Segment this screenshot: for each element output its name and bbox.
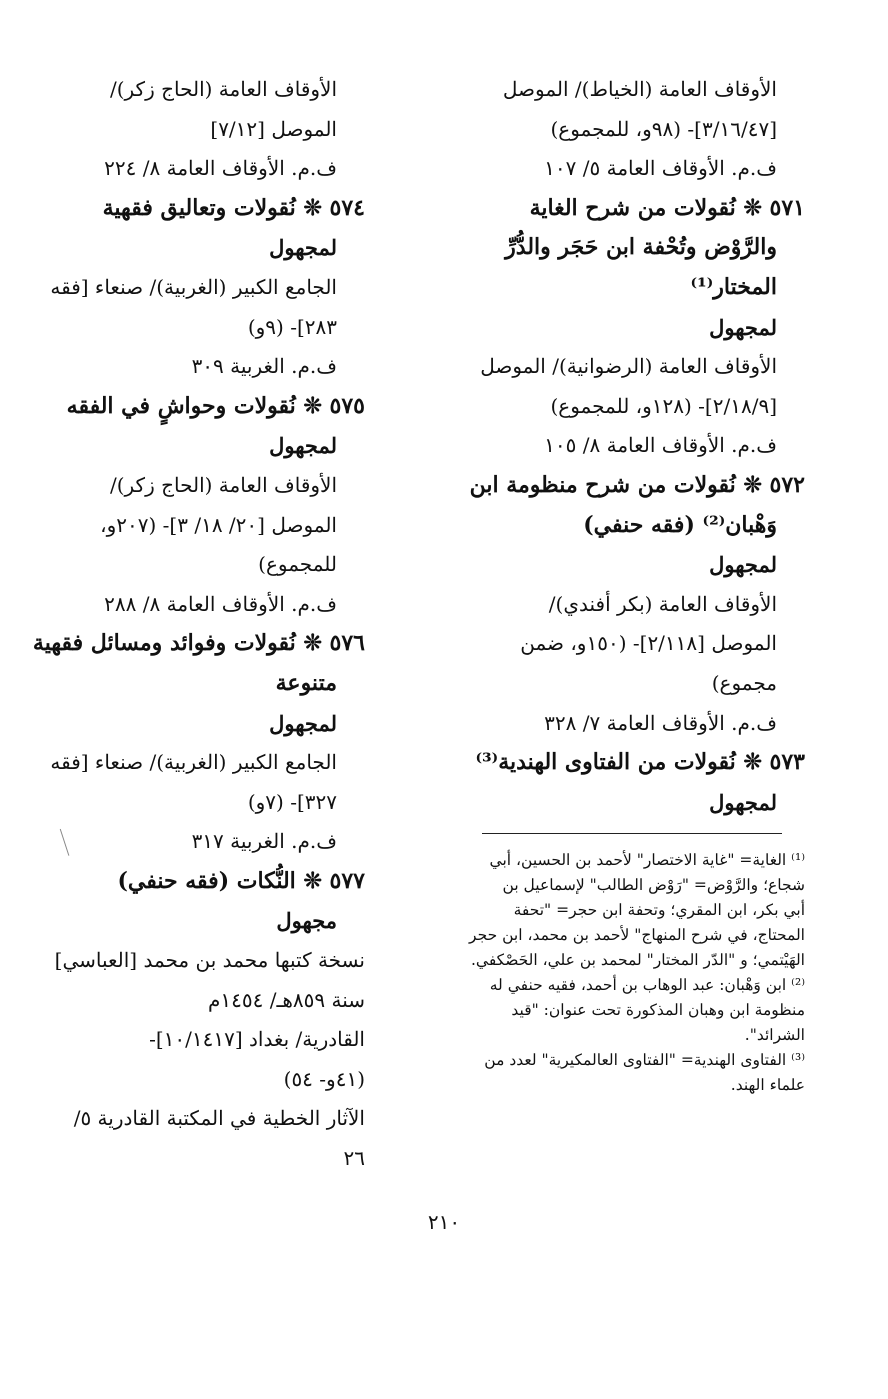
entry-title: ٥٧٣ ❊ نُقولات من الفتاوى الهندية⁽³⁾ xyxy=(475,749,805,776)
entry-author: لمجهول xyxy=(709,552,777,578)
entry-title: ٥٧٧ ❊ النُّكات (فقه حنفي) xyxy=(117,867,365,894)
footnote-line: المحتاج، في شرح المنهاج" لأحمد بن محمد، ابن حجر xyxy=(469,926,805,944)
entry-line: الأوقاف العامة (الخياط)/ الموصل xyxy=(502,77,777,101)
entry-line: الجامع الكبير (الغربية)/ صنعاء [فقه xyxy=(50,274,337,299)
entry-line: ٣٢٧]- (٧و) xyxy=(247,789,337,814)
footnotes xyxy=(469,848,805,1098)
right-column xyxy=(425,70,805,822)
entry-line: ف.م. الأوقاف العامة ٥/ ١٠٧ xyxy=(544,156,777,181)
footnote-line: الهَيْتمي؛ و "الدّر المختار" لمحمد بن علي، الحَصْكفي. xyxy=(470,951,805,969)
entry-author: لمجهول xyxy=(269,710,337,736)
entry-title: ٥٧٦ ❊ نُقولات وفوائد ومسائل فقهية xyxy=(32,630,365,657)
entry-line: ف.م. الغربية ٣٠٩ xyxy=(191,354,337,379)
entry-line: الموصل [٧/١٢] xyxy=(210,116,337,141)
footnote-line: شجاع؛ والرَّوْض= "رَوْض الطالب" لإسماعيل بن xyxy=(502,876,805,894)
entry-line: نسخة كتبها محمد بن محمد [العباسي] xyxy=(54,948,365,973)
entry-title: ٥٧٥ ❊ نُقولات وحواشٍ في الفقه xyxy=(66,392,365,419)
entry-line: ف.م. الأوقاف العامة ٨/ ٢٨٨ xyxy=(104,591,337,616)
footnote-separator xyxy=(482,833,782,834)
entry-author: لمجهول xyxy=(709,314,777,340)
entry-line: الأوقاف العامة (الحاج زكر)/ xyxy=(109,77,337,101)
entry-line: [٢/١٨/٩]- (١٢٨و، للمجموع) xyxy=(550,393,777,418)
entry-title: والرَّوْض وتُحْفة ابن حَجَر والدُّرِّ xyxy=(505,234,777,261)
footnote-line: أبي بكر، ابن المقري؛ وتحفة ابن حجر= "تحفة xyxy=(513,901,805,919)
entry-line: ف.م. الأوقاف العامة ٧/ ٣٢٨ xyxy=(544,710,777,735)
entry-author: مجهول xyxy=(276,908,337,934)
entry-line: [٣/١٦/٤٧]- (٩٨و، للمجموع) xyxy=(550,116,777,141)
entry-line: الجامع الكبير (الغربية)/ صنعاء [فقه xyxy=(50,750,337,775)
entry-line: الأوقاف العامة (بكر أفندي)/ xyxy=(548,591,777,616)
entry-line: الآثار الخطية في المكتبة القادرية ٥/ xyxy=(73,1106,365,1131)
entry-line: (٤١و- ٥٤) xyxy=(283,1066,365,1091)
entry-title: متنوعة xyxy=(275,669,337,696)
entry-line: سنة ٨٥٩هـ/ ١٤٥٤م xyxy=(208,987,365,1012)
page-number: ٢١٠ xyxy=(427,1210,461,1234)
entry-line: ف.م. الأوقاف العامة ٨/ ١٠٥ xyxy=(544,433,777,458)
entry-line: ٢٨٣]- (٩و) xyxy=(247,314,337,339)
entry-line: الموصل [٢/١١٨]- (١٥٠و، ضمن xyxy=(520,631,777,656)
entry-line: الموصل [٢٠/ ١٨/ ٣]- (٢٠٧و، xyxy=(100,512,337,537)
footnote-line: الشرائد". xyxy=(744,1026,805,1044)
entry-title: ٥٧٤ ❊ نُقولات وتعاليق فقهية xyxy=(102,194,365,221)
footnote-line: ⁽³⁾ الفتاوى الهندية= "الفتاوى العالمكيرية" لعدد من xyxy=(484,1051,805,1069)
footnote-line: ⁽²⁾ ابن وَهْبان: عبد الوهاب بن أحمد، فقيه حنفي له xyxy=(489,976,805,994)
entry-title: المختار⁽¹⁾ xyxy=(690,273,777,300)
entry-title: ٥٧١ ❊ نُقولات من شرح الغاية xyxy=(529,194,805,221)
entry-author: لمجهول xyxy=(709,789,777,815)
entry-line: القادرية/ بغداد [١٠/١٤١٧]- xyxy=(149,1027,365,1052)
left-column xyxy=(0,70,365,1179)
entry-title: ٥٧٢ ❊ نُقولات من شرح منظومة ابن xyxy=(469,471,805,498)
entry-line: الأوقاف العامة (الحاج زكر)/ xyxy=(109,472,337,497)
footnote-line: علماء الهند. xyxy=(730,1076,805,1094)
entry-line: ف.م. الغربية ٣١٧ xyxy=(191,829,337,854)
entry-author: لمجهول xyxy=(269,433,337,459)
entry-line: للمجموع) xyxy=(258,552,337,577)
entry-line: ف.م. الأوقاف العامة ٨/ ٢٢٤ xyxy=(104,156,337,181)
entry-line: ٢٦ xyxy=(343,1146,365,1171)
footnote-line: ⁽¹⁾ الغاية= "غاية الاختصار" لأحمد بن الحسين، أبي xyxy=(489,851,805,869)
entry-line: الأوقاف العامة (الرضوانية)/ الموصل xyxy=(480,354,777,379)
entry-author: لمجهول xyxy=(269,235,337,261)
footnote-line: منظومة ابن وهبان المذكورة تحت عنوان: "قيد xyxy=(511,1001,805,1019)
entry-title: وَهْبان⁽²⁾ (فقه حنفي) xyxy=(583,511,777,538)
entry-line: مجموع) xyxy=(711,670,777,695)
